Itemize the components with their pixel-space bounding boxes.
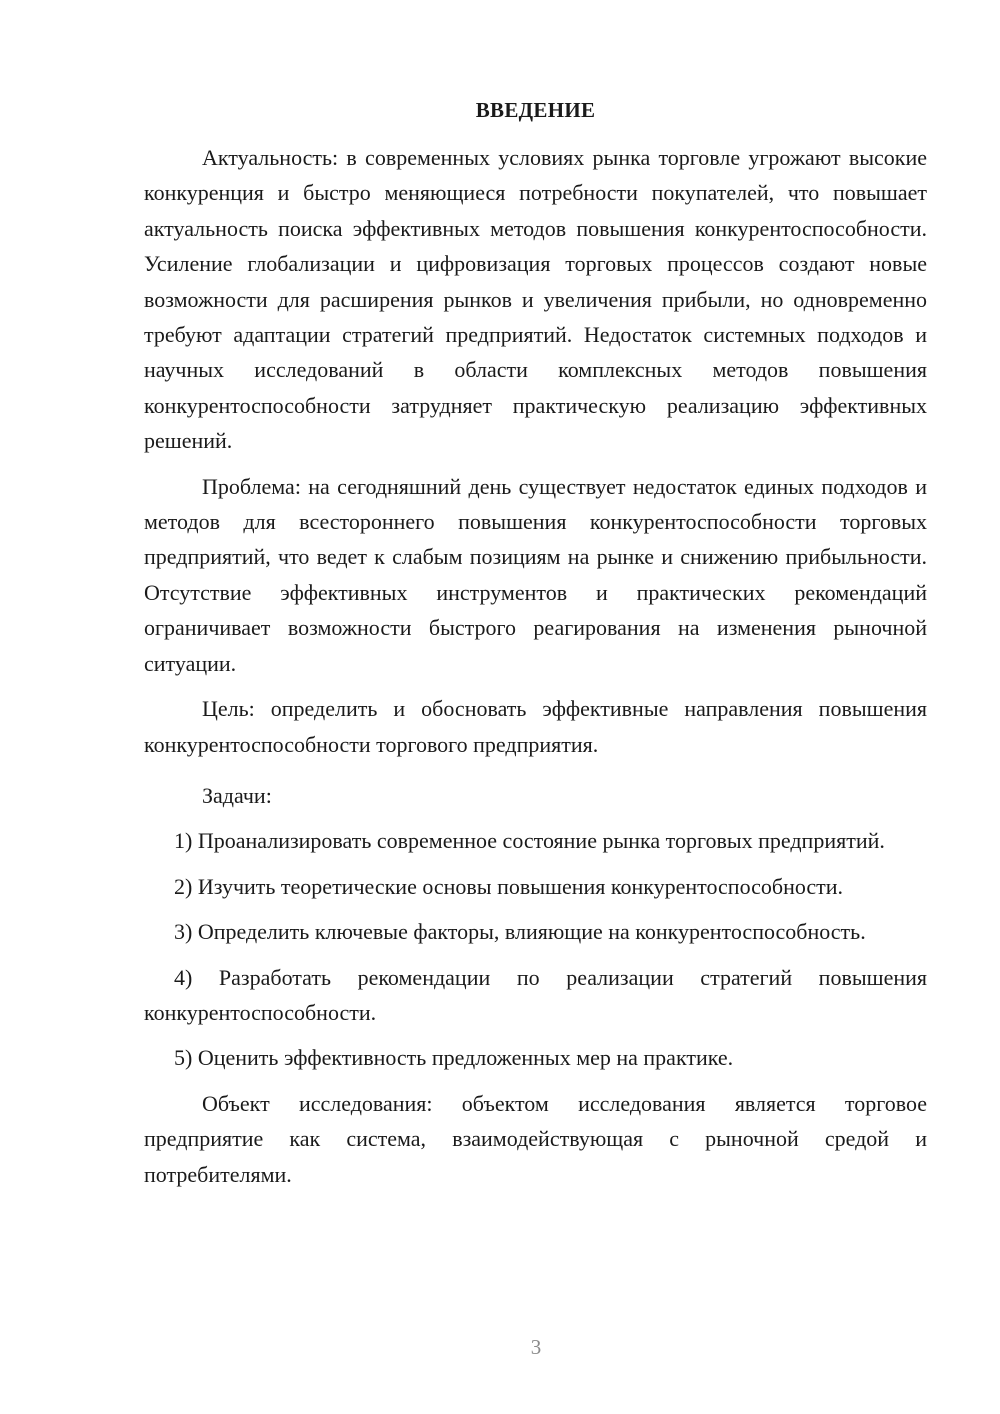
tasks-list (144, 823, 927, 1075)
page-number: 3 (530, 1335, 542, 1359)
task-item-1: 1) Проанализировать современное состояние рынка торговых предприятий. (174, 828, 885, 854)
task-item-4: 4) Разработать рекомендации по реализации стратегий повышения конкурентоспособности. (144, 964, 927, 1025)
task-item-2: 2) Изучить теоретические основы повышения конкурентоспособности. (174, 873, 844, 899)
page-content (144, 96, 927, 1192)
task-item-3: 3) Определить ключевые факторы, влияющие на конкурентоспособность. (174, 919, 866, 945)
problem-paragraph: Проблема: на сегодняшний день существует недостаток единых подходов и методов для всестороннего повышения конкурентоспособности торговых предприятий, что ведет к слабым позициям на рынке и снижению прибыльности. Отсутствие эффективных инструментов и практических рекомендаций ограничивает возможности быстрого реагирования на изменения рыночной ситуации. (144, 473, 927, 676)
object-paragraph: Объект исследования: объектом исследования является торговое предприятие как система, взаимодействующая с рыночной средой и потребителями. (144, 1090, 927, 1187)
relevance-paragraph: Актуальность: в современных условиях рынка торговле угрожают высокие конкуренция и быстро меняющиеся потребности покупателей, что повышает актуальность поиска эффективных методов повышения конкурентоспособности. Усиление глобализации и цифровизация торговых процессов создают новые возможности для расширения рынков и увеличения прибыли, но одновременно требуют адаптации стратегий предприятий. Недостаток системных подходов и научных исследований в области комплексных методов повышения конкурентоспособности затрудняет практическую реализацию эффективных решений. (144, 145, 927, 454)
page-title: ВВЕДЕНИЕ (475, 98, 596, 122)
tasks-heading: Задачи: (202, 782, 272, 808)
goal-paragraph: Цель: определить и обосновать эффективные направления повышения конкурентоспособности торгового предприятия. (144, 696, 927, 757)
task-item-5: 5) Оценить эффективность предложенных мер на практике. (174, 1045, 734, 1071)
